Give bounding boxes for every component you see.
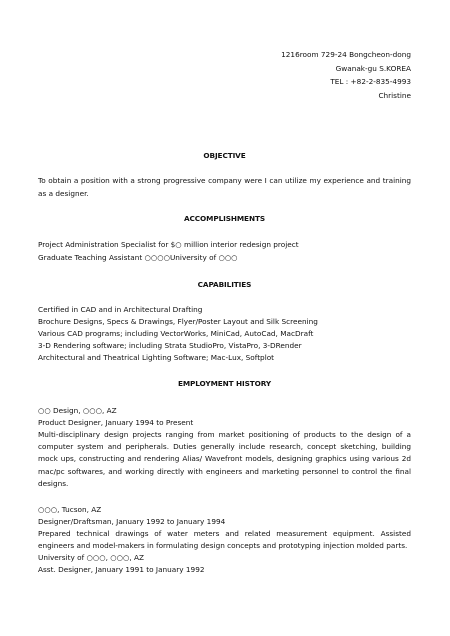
name-line: Christine [378, 91, 411, 101]
job-company: University of ○○○, ○○○, AZ [38, 553, 144, 563]
job-entry-1 [38, 405, 411, 490]
objective-section [38, 150, 411, 200]
capability-item: 3-D Rendering software; including Strata StudioPro, VistaPro, 3-DRender [38, 341, 302, 350]
job-description: Prepared technical drawings of water meters and related measurement equipment. Assisted engineers and model-makers in formulating design concepts and prototyping injection molded parts. [38, 529, 411, 551]
address-block [281, 48, 411, 103]
capabilities-heading: CAPABILITIES [197, 280, 252, 289]
capability-item: Brochure Designs, Specs & Drawings, Flyer/Poster Layout and Silk Screening [38, 317, 318, 326]
job-description: Multi-disciplinary design projects ranging from market positioning of products to the design of a computer system and peripherals. Duties generally include research, concept sketching, building mock ups, constructing and rendering Alias/ Wavefront models, designing graphics using various 2d mac/pc softwares, and working directly with engineers and marketing personnel to control the final designs. [38, 430, 411, 488]
capability-item: Certified in CAD and in Architectural Drafting [38, 305, 203, 314]
objective-heading: OBJECTIVE [203, 151, 246, 160]
job-company: ○○ Design, ○○○, AZ [38, 406, 117, 415]
objective-text: To obtain a position with a strong progressive company were I can utilize my experience and training as a designer. [38, 176, 411, 198]
job-title: Product Designer, January 1994 to Present [38, 418, 194, 427]
phone-line: TEL : +82-2-835-4993 [330, 77, 411, 87]
address-line-2: Gwanak-gu S.KOREA [335, 63, 411, 73]
address-line-1: 1216room 729-24 Bongcheon-dong [281, 50, 411, 59]
accomplishment-item: Project Administration Specialist for $○ million interior redesign project [38, 240, 299, 249]
accomplishments-heading: ACCOMPLISHMENTS [184, 214, 265, 223]
job-entry-2 [38, 504, 411, 576]
job-company: ○○○, Tucson, AZ [38, 505, 102, 515]
accomplishment-item: Graduate Teaching Assistant ○○○○University of ○○○ [38, 253, 238, 262]
accomplishments-section [38, 213, 411, 264]
capabilities-section [38, 279, 411, 364]
capability-item: Various CAD programs; including VectorWorks, MiniCad, AutoCad, MacDraft [38, 329, 314, 338]
job-title: Asst. Designer, January 1991 to January 1992 [38, 565, 205, 575]
capability-item: Architectural and Theatrical Lighting Software; Mac-Lux, Softplot [38, 353, 275, 362]
employment-section [38, 378, 411, 576]
employment-heading: EMPLOYMENT HISTORY [177, 379, 272, 388]
job-title: Designer/Draftsman, January 1992 to January 1994 [38, 517, 226, 527]
